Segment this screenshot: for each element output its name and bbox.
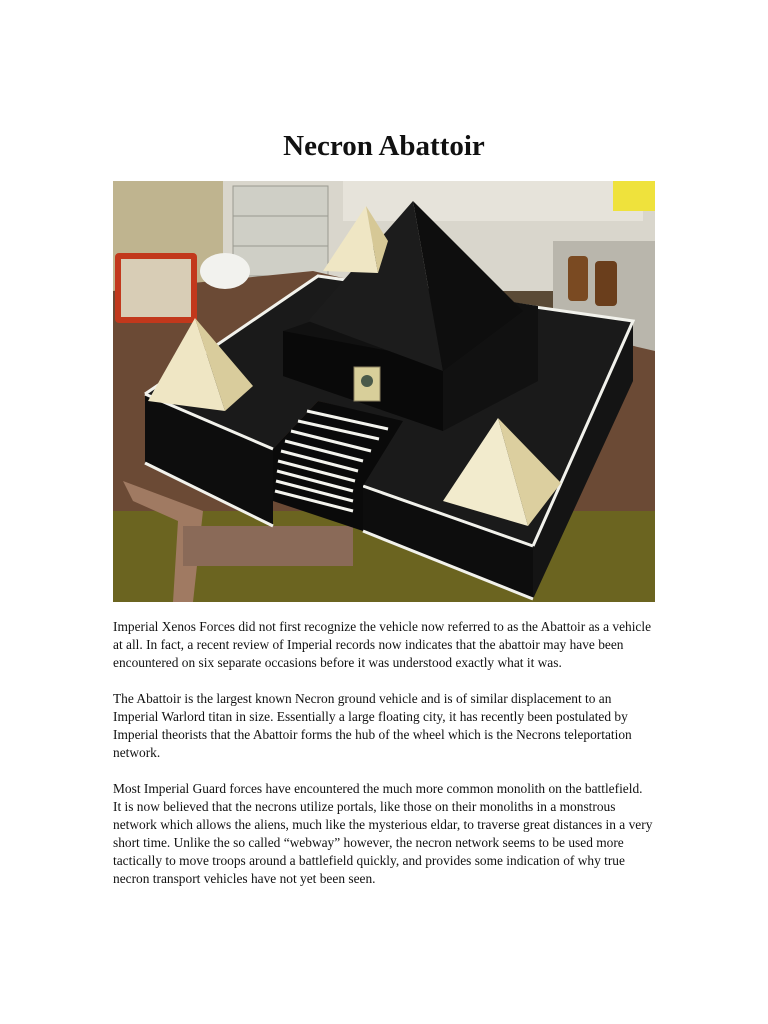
paragraph: Most Imperial Guard forces have encountered the much more common monolith on the battlefield. It is now believed that the necrons utilize portals, like those on their monoliths in a monstrous network which allows the aliens, much like the mysterious eldar, to traverse great distances in a very short time. Unlike the so called “webway” however, the necron network seems to be used more tactically to move troops around a battlefield quickly, and provides some indication of why true necron transport vehicles have not yet been seen. [113,781,653,886]
paragraph: The Abattoir is the largest known Necron ground vehicle and is of similar displacement to an Imperial Warlord titan in size. Essentially a large floating city, it has recently been postulated by Imperial theorists that the Abattoir forms the hub of the wheel which is the Necrons teleportation network. [113,691,632,760]
article-body [113,618,653,906]
page-title: Necron Abattoir [283,130,485,162]
paragraph: Imperial Xenos Forces did not first recognize the vehicle now referred to as the Abattoir as a vehicle at all. In fact, a recent review of Imperial records now indicates that the abattoir may have been encountered on six separate occasions before it was understood exactly what it was. [113,619,652,670]
abattoir-photo [113,181,655,602]
